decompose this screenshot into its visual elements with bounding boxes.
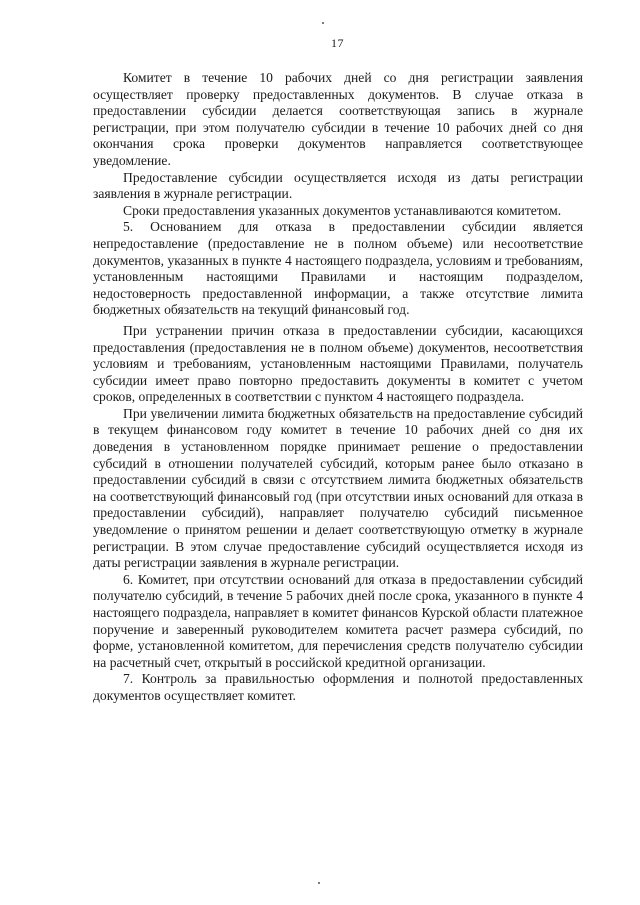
paragraph-2: Предоставление субсидии осуществляется исходя из даты регистрации заявления в журнале регистрации. bbox=[93, 169, 583, 202]
paragraph-6: При увеличении лимита бюджетных обязательств на предоставление субсидий в текущем финансовом году комитет в течение 10 рабочих дней со дня их доведения в установленном порядке принимает решение о предоставлении субсидий в отношении получателей субсидий, которым ранее было отказано в предоставлении субсидий в связи с отсутствием лимита бюджетных обязательств на соответствующий финансовый год (при отсутствии иных оснований для отказа в предоставлении субсидий), направляет получателю субсидий письменное уведомление о принятом решении и делает соответствующую отметку в журнале регистрации. В этом случае предоставление субсидий осуществляется исходя из даты регистрации заявления в журнале регистрации. bbox=[93, 405, 583, 571]
paragraph-7: 6. Комитет, при отсутствии оснований для отказа в предоставлении субсидий получателю субсидий, в течение 5 рабочих дней после срока, указанного в пункте 4 настоящего подраздела, направляет в комитет финансов Курской области платежное поручение и заверенный руководителем комитета расчет размера субсидий, по форме, установленной комитетом, для перечисления средств получателю субсидии на расчетный счет, открытый в российской кредитной организации. bbox=[93, 571, 583, 670]
scan-speck bbox=[318, 882, 320, 884]
page-number: 17 bbox=[331, 36, 344, 50]
scan-speck bbox=[322, 22, 324, 24]
paragraph-5: При устранении причин отказа в предоставлении субсидии, касающихся предоставления (предоставления не в полном объеме) документов, несоответствия условиям и требованиям, установленным настоящими Правилами, получатель субсидии имеет право повторно предоставить документы в комитет с учетом сроков, определенных в соответствии с пунктом 4 настоящего подраздела. bbox=[93, 322, 583, 405]
paragraph-8: 7. Контроль за правильностью оформления и полнотой предоставленных документов осуществляет комитет. bbox=[93, 671, 583, 703]
paragraph-3: Сроки предоставления указанных документов устанавливаются комитетом. bbox=[123, 202, 562, 218]
paragraph-1: Комитет в течение 10 рабочих дней со дня регистрации заявления осуществляет проверку предоставленных документов. В случае отказа в предоставлении субсидии делается соответствующая запись в журнале регистрации, при этом получателю субсидии в течение 10 рабочих дней со дня окончания срока проверки документов направляется соответствующее уведомление. bbox=[93, 70, 583, 168]
paragraph-4: 5. Основанием для отказа в предоставлении субсидии является непредоставление (предоставление не в полном объеме) или несоответствие документов, указанных в пункте 4 настоящего подраздела, условиям и требованиям, установленным настоящими Правилами и настоящим подразделом, недостоверность предоставленной информации, а также отсутствие лимита бюджетных обязательств на текущий финансовый год. bbox=[93, 219, 583, 318]
body-text bbox=[93, 70, 583, 705]
